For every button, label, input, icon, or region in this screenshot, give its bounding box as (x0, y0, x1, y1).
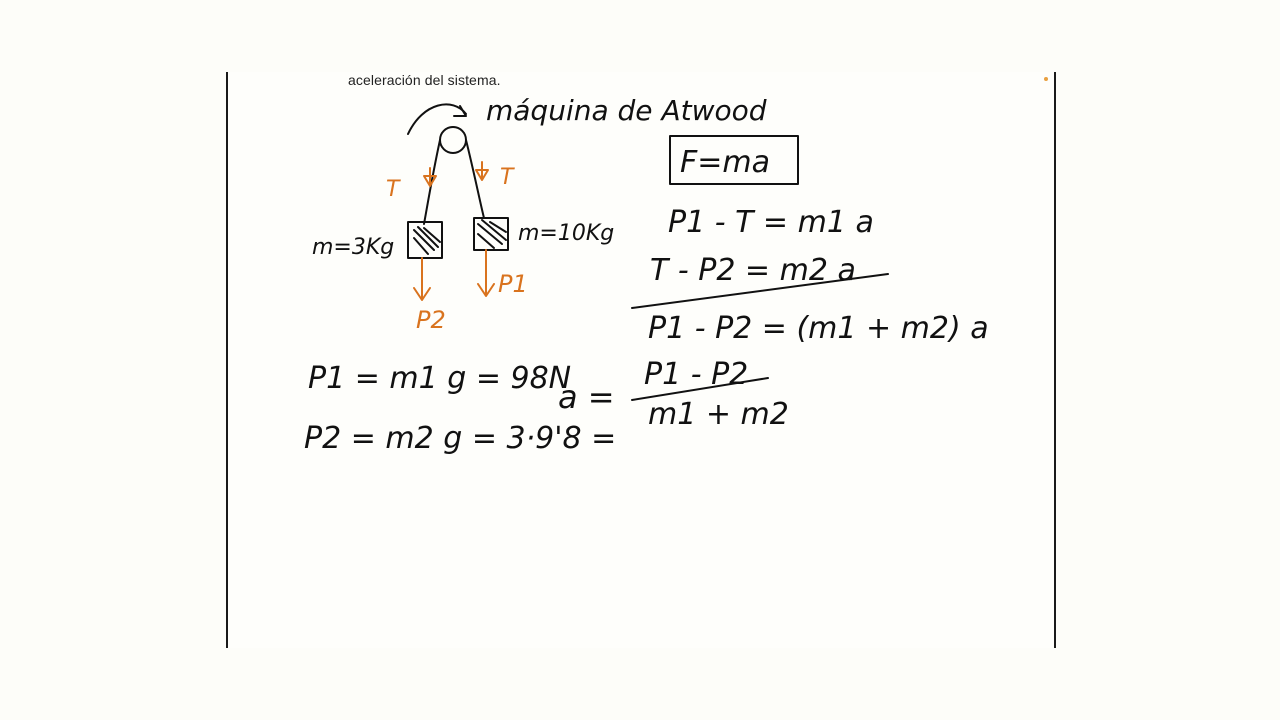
handwriting-canvas (228, 72, 1054, 648)
weight-right-arrow (478, 250, 494, 296)
p2-equation: P2 = m2 g = 3·9'8 = (304, 421, 617, 456)
weight-left-label: P2 (416, 306, 446, 334)
mass-left-hatch (414, 227, 440, 254)
tension-right-arrow (476, 162, 488, 180)
formula-box-text: F=ma (680, 145, 770, 180)
equation-1: P1 - T = m1 a (668, 205, 874, 240)
pointer-arrow (408, 104, 466, 134)
a-denominator: m1 + m2 (648, 397, 789, 432)
p1-equation: P1 = m1 g = 98N (308, 361, 572, 396)
weight-right-label: P1 (498, 270, 528, 298)
tension-left-label: T (386, 177, 400, 202)
mass-left-label: m=3Kg (312, 235, 395, 260)
a-numerator: P1 - P2 (644, 357, 749, 392)
notebook-page (226, 72, 1056, 648)
weight-left-arrow (414, 258, 430, 300)
equation-2: T - P2 = m2 a (650, 253, 856, 288)
pulley (440, 127, 466, 153)
a-label: a = (558, 378, 615, 416)
tension-right-label: T (500, 165, 514, 190)
mass-right-hatch (478, 220, 506, 248)
mass-right-label: m=10Kg (518, 221, 615, 246)
sum-equation: P1 - P2 = (m1 + m2) a (648, 311, 989, 346)
title-text: máquina de Atwood (486, 94, 767, 127)
problem-statement-fragment: aceleración del sistema. (348, 72, 501, 88)
